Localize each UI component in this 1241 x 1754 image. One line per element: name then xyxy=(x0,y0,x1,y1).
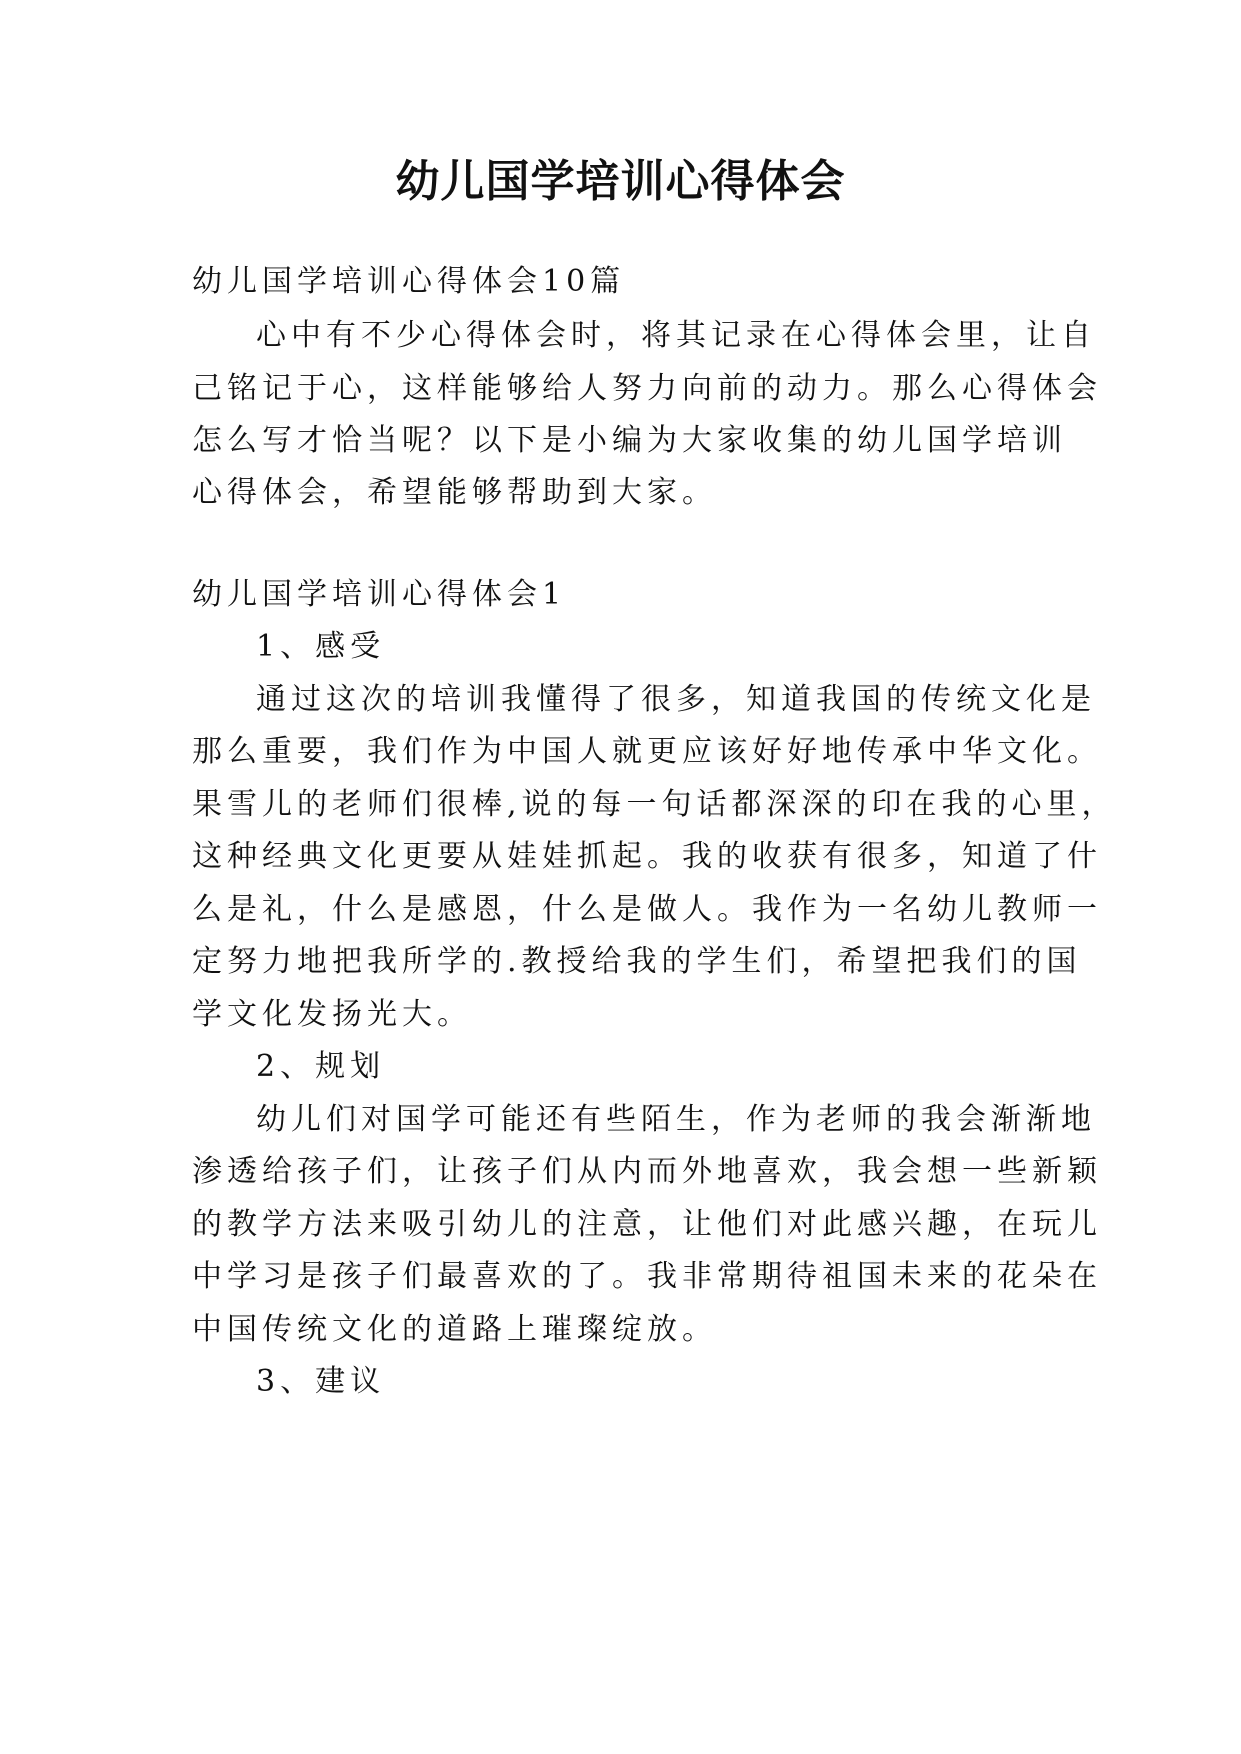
paragraph-line: 通过这次的培训我懂得了很多，知道我国的传统文化是 xyxy=(256,682,1096,717)
part-heading: 1、感受 xyxy=(256,629,386,664)
paragraph-line: 这种经典文化更要从娃娃抓起。我的收获有很多，知道了什 xyxy=(192,839,1102,874)
paragraph-line: 么是礼，什么是感恩，什么是做人。我作为一名幼儿教师一 xyxy=(192,892,1102,927)
paragraph-line: 那么重要，我们作为中国人就更应该好好地传承中华文化。 xyxy=(192,734,1102,769)
part-heading: 3、建议 xyxy=(256,1364,386,1399)
paragraph-line: 定努力地把我所学的.教授给我的学生们，希望把我们的国 xyxy=(192,944,1082,979)
section-heading: 幼儿国学培训心得体会1 xyxy=(192,577,567,612)
intro-line: 己铭记于心，这样能够给人努力向前的动力。那么心得体会 xyxy=(192,371,1102,406)
paragraph-line: 的教学方法来吸引幼儿的注意，让他们对此感兴趣，在玩儿 xyxy=(192,1207,1102,1242)
document-title: 幼儿国学培训心得体会 xyxy=(395,156,846,207)
intro-line: 怎么写才恰当呢？以下是小编为大家收集的幼儿国学培训 xyxy=(192,423,1067,458)
paragraph-line: 渗透给孩子们，让孩子们从内而外地喜欢，我会想一些新颖 xyxy=(192,1154,1102,1189)
document-subtitle: 幼儿国学培训心得体会10篇 xyxy=(192,264,626,299)
intro-line: 心得体会，希望能够帮助到大家。 xyxy=(192,475,717,510)
paragraph-line: 果雪儿的老师们很棒,说的每一句话都深深的印在我的心里， xyxy=(192,787,1117,822)
paragraph-line: 幼儿们对国学可能还有些陌生，作为老师的我会渐渐地 xyxy=(256,1102,1096,1137)
paragraph-line: 中学习是孩子们最喜欢的了。我非常期待祖国未来的花朵在 xyxy=(192,1259,1102,1294)
paragraph-line: 学文化发扬光大。 xyxy=(192,997,472,1032)
intro-line: 心中有不少心得体会时，将其记录在心得体会里，让自 xyxy=(256,318,1096,353)
paragraph-line: 中国传统文化的道路上璀璨绽放。 xyxy=(192,1312,717,1347)
part-heading: 2、规划 xyxy=(256,1049,386,1084)
